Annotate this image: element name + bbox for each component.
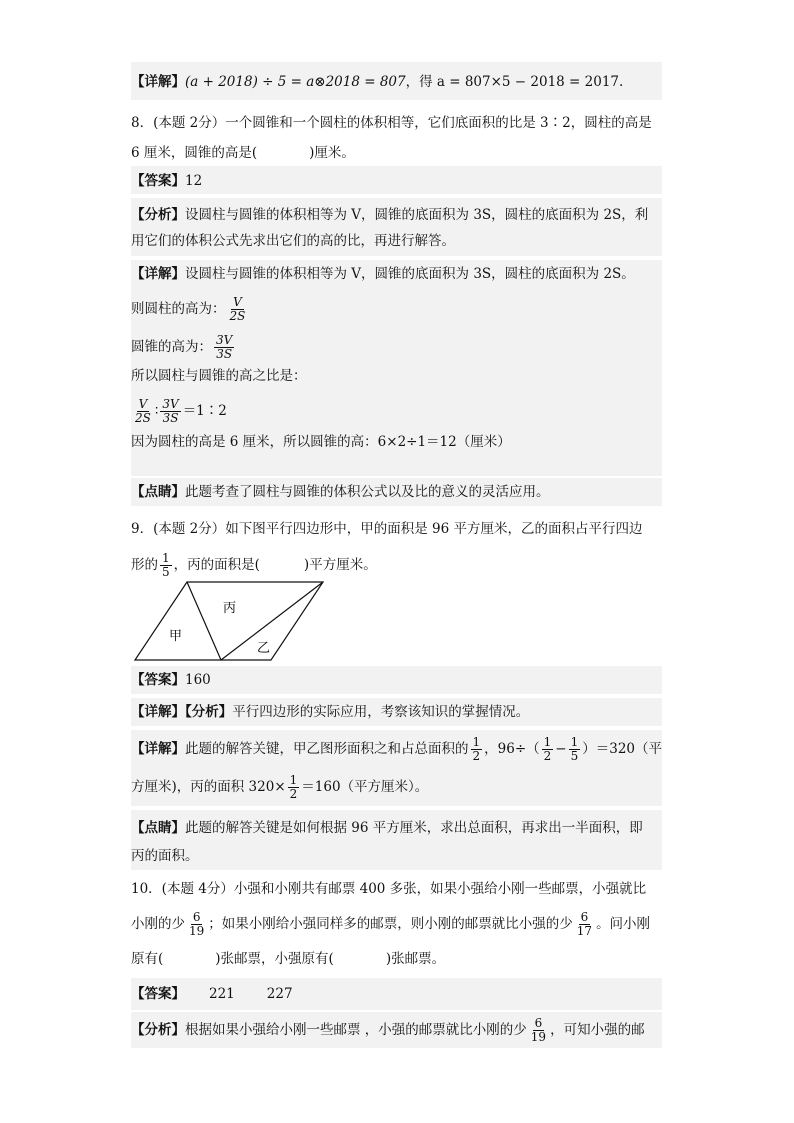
- analysis-tag: 【分析】: [131, 207, 185, 223]
- q8-analysis-line2: 用它们的体积公式先求出它们的高的比，再进行解答。: [131, 233, 455, 249]
- q8-detail-block: [131, 260, 662, 476]
- q9-stem-line2a: 形的: [131, 557, 158, 573]
- q9-comment-line2: 丙的面积。: [131, 848, 199, 864]
- parallelogram-figure: [131, 578, 331, 664]
- parallelogram-outline: [135, 582, 323, 660]
- answer-tag: 【答案】: [131, 986, 185, 1002]
- q10-analysis-row: [131, 1012, 662, 1048]
- q10-stem-line1: 10．(本题 4分）小强和小刚共有邮票 400 多张，如果小强给小刚一些邮票，小强就比: [131, 881, 647, 897]
- q9-detail-line2a: 方厘米)，丙的面积 320×: [131, 779, 286, 795]
- q8-stem-line2b: )厘米。: [309, 145, 355, 161]
- detail-tag: 【详解】: [131, 704, 185, 720]
- region-bing-label: 丙: [223, 601, 237, 616]
- one-fifth-fraction: $\frac{1}{5}$: [162, 551, 170, 579]
- q9-detail-line2b: ＝160（平方厘米）。: [301, 779, 429, 795]
- detail-tag: 【详解】: [131, 266, 185, 282]
- q10-stem-line2a: 小刚的少: [131, 916, 185, 932]
- q9-answer: 160: [185, 672, 211, 688]
- q10-analysis-a: 根据如果小强给小刚一些邮票 ，小强的邮票就比小刚的少: [185, 1022, 527, 1038]
- q10-answer-1: 221: [209, 986, 235, 1002]
- one-half-fraction: $\frac{1}{2}$: [472, 735, 481, 763]
- cone-height-fraction: $\frac{3V}{3S}$: [216, 333, 233, 361]
- q7-detail-row: [131, 62, 662, 100]
- q8-comment: 此题考查了圆柱与圆锥的体积公式以及比的意义的灵活应用。: [185, 484, 550, 500]
- cylinder-height-label: 则圆柱的高为：: [131, 301, 226, 317]
- dividing-line-2: [221, 582, 323, 660]
- q8-comment-row: [131, 478, 662, 506]
- q9-comment-line1: 此题的解答关键是如何根据 96 平方厘米，求出总面积，再求出一半面积，即: [185, 820, 643, 836]
- q10-stem-line3c: )张邮票。: [385, 951, 446, 967]
- q10-stem-line3b: )张邮票，小强原有(: [215, 951, 334, 967]
- q8-stem-line1: 8．(本题 2分）一个圆锥和一个圆柱的体积相等，它们底面积的比是 3∶2，圆柱的高是: [131, 115, 652, 131]
- one-half-fraction: $\frac{1}{2}$: [543, 735, 552, 763]
- q7-formula: (a + 2018) ÷ 5 = a⊗2018 = 807: [185, 74, 406, 90]
- q9-detail-block: [131, 730, 662, 806]
- q10-stem-line2b: ；如果小刚给小强同样多的邮票，则小刚的邮票就比小强的少: [208, 916, 573, 932]
- dividing-line-1: [187, 582, 221, 660]
- q7-result: ，得 a = 807×5 − 2018 = 2017.: [405, 74, 624, 90]
- q8-answer: 12: [185, 173, 203, 189]
- detail-tag: 【详解】: [131, 74, 185, 90]
- six-nineteenths-fraction: $\frac{6}{19}$: [530, 1016, 547, 1044]
- cylinder-height-fraction: $\frac{V}{2S}$: [229, 295, 246, 323]
- q9-detail-b: ，96÷（: [484, 741, 540, 757]
- q9-analysis: 平行四边形的实际应用，考察该知识的掌握情况。: [232, 704, 530, 720]
- q10-answer-2: 227: [266, 986, 293, 1002]
- q9-detail-a: 此题的解答关键，甲乙图形面积之和占总面积的: [185, 741, 469, 757]
- q8-detail-line1: 设圆柱与圆锥的体积相等为 V，圆锥的底面积为 3S，圆柱的底面积为 2S。: [185, 266, 635, 282]
- analysis-tag: 【分析】: [131, 1022, 185, 1038]
- q10-stem-line2c: 。问小刚: [596, 916, 651, 932]
- one-half-fraction: $\frac{1}{2}$: [289, 773, 298, 801]
- detail-tag: 【详解】: [131, 741, 185, 757]
- comment-tag: 【点睛】: [131, 484, 185, 500]
- q9-detail-c: −: [555, 741, 567, 757]
- answer-tag: 【答案】: [131, 173, 185, 189]
- q10-stem-line3a: 原有(: [131, 951, 164, 967]
- six-nineteenths-fraction: $\frac{6}{19}$: [189, 910, 205, 938]
- cone-height-label: 圆锥的高为：: [131, 339, 212, 355]
- q8-analysis-row: [131, 198, 662, 256]
- q8-stem-line2a: 6 厘米，圆锥的高是(: [131, 145, 258, 161]
- q9-detail-d: ）＝320（平: [582, 741, 663, 757]
- analysis-tag: 【分析】: [185, 704, 233, 720]
- ratio-expression: $\frac{V}{2S}$ ∶ $\frac{3V}{3S}$ ＝1∶2: [135, 397, 227, 425]
- q10-answer-row: [131, 978, 662, 1010]
- q9-comment-block: [131, 810, 662, 870]
- ratio-label: 所以圆柱与圆锥的高之比是：: [131, 368, 307, 384]
- q9-answer-row: [131, 666, 662, 694]
- q8-because-line: 因为圆柱的高是 6 厘米，所以圆锥的高：6×2÷1＝12（厘米）: [131, 434, 511, 450]
- q9-stem-line1: 9．(本题 2分）如下图平行四边形中，甲的面积是 96 平方厘米，乙的面积占平行四边: [131, 521, 643, 537]
- six-seventeenths-fraction: $\frac{6}{17}$: [576, 910, 593, 938]
- region-yi-label: 乙: [257, 641, 271, 656]
- q9-stem-line2b: ，丙的面积是(: [173, 557, 260, 573]
- answer-tag: 【答案】: [131, 672, 185, 688]
- q8-stem: [131, 108, 662, 168]
- q8-answer-row: [131, 166, 662, 194]
- q10-stem: [131, 874, 662, 974]
- q8-analysis-line1: 设圆柱与圆锥的体积相等为 V，圆锥的底面积为 3S，圆柱的底面积为 2S，利: [185, 207, 649, 223]
- q9-analysis-row: [131, 698, 662, 726]
- q9-stem-line2c: )平方厘米。: [303, 557, 377, 573]
- region-jia-label: 甲: [169, 629, 183, 644]
- comment-tag: 【点睛】: [131, 820, 185, 836]
- one-fifth-fraction: $\frac{1}{5}$: [570, 735, 579, 763]
- q9-stem: [131, 512, 662, 584]
- q10-analysis-b: ，可知小强的邮: [550, 1022, 645, 1038]
